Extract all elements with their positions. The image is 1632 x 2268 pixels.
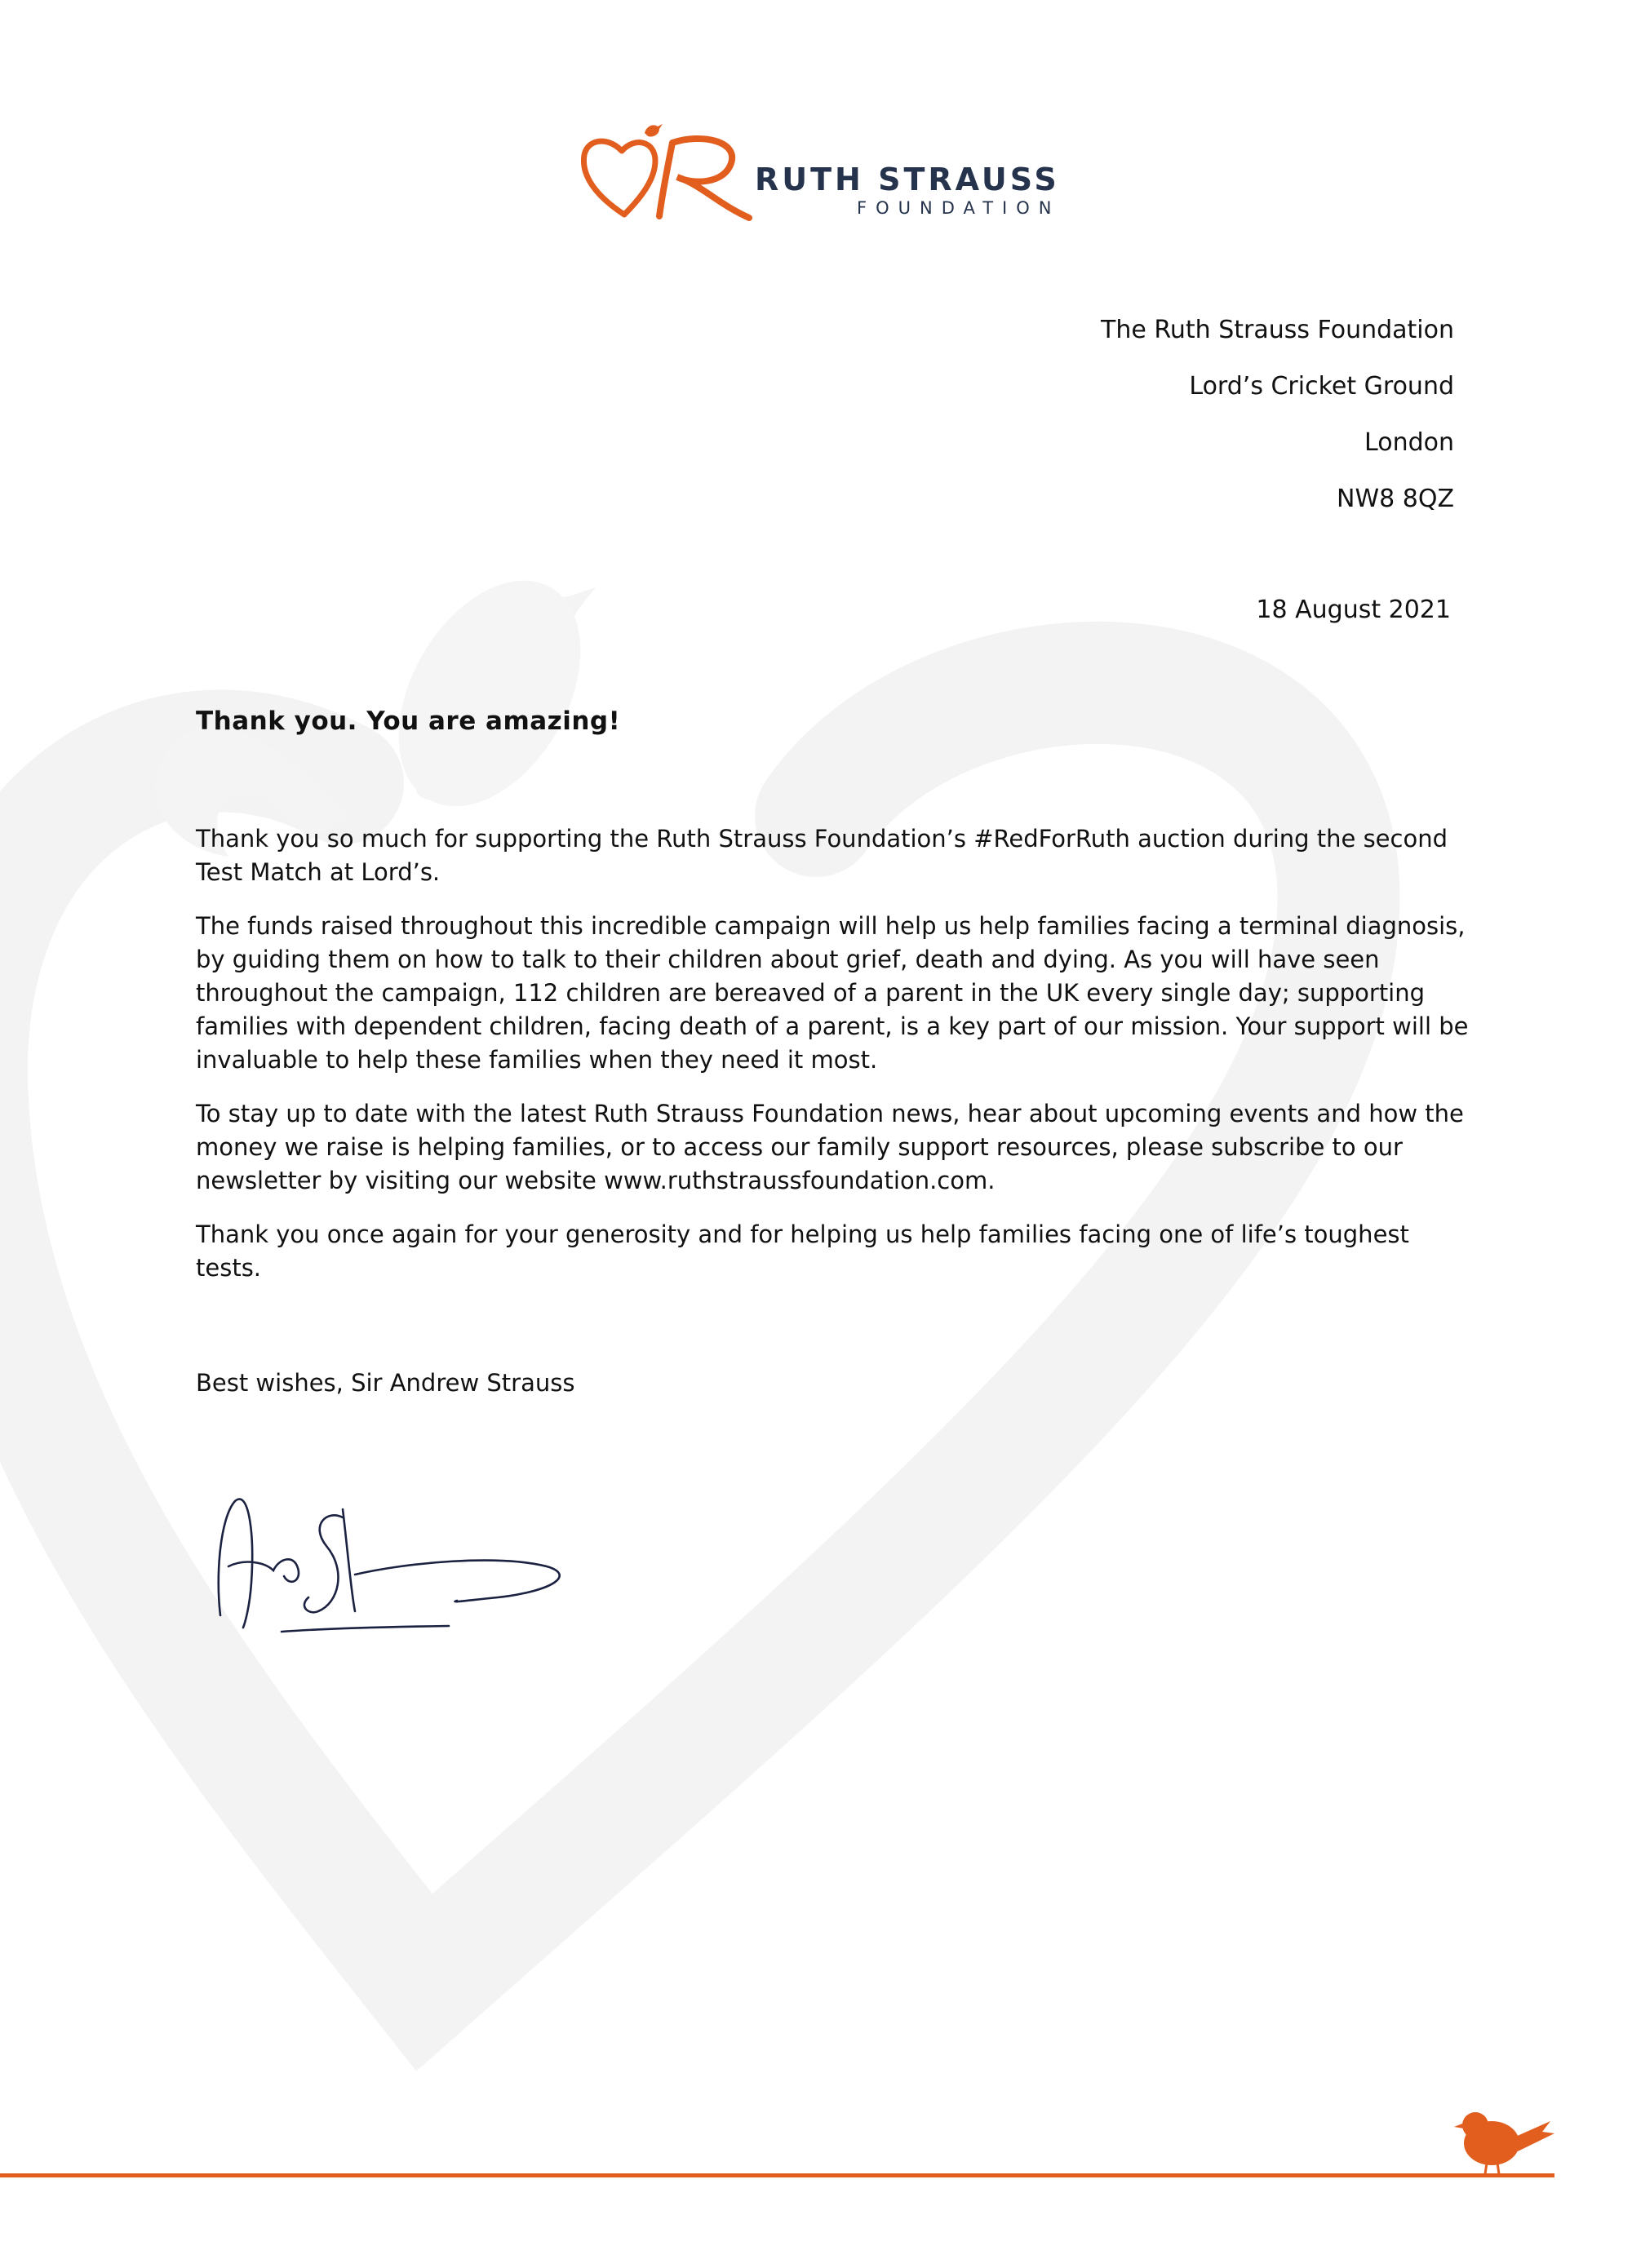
footer-divider [0, 2173, 1554, 2177]
signoff: Best wishes, Sir Andrew Strauss [196, 1369, 575, 1397]
body-paragraph: Thank you once again for your generosity and for helping us help families facing one of life’s toughest tests. [196, 1220, 1409, 1282]
logo-name: RUTH STRAUSS [755, 162, 1060, 197]
address-line: The Ruth Strauss Foundation [1101, 316, 1454, 344]
address-line: NW8 8QZ [1337, 485, 1454, 513]
body-paragraph: Thank you so much for supporting the Ruth Strauss Foundation’s #RedForRuth auction during the second Test Match at Lord’s. [196, 825, 1448, 886]
heart-robin-icon [571, 118, 759, 233]
address-line: London [1364, 428, 1454, 457]
logo-subtitle: FOUNDATION [857, 198, 1061, 218]
letter-heading: Thank you. You are amazing! [196, 707, 621, 736]
sender-address [1101, 314, 1454, 539]
handwritten-signature [204, 1468, 579, 1656]
letter-date: 18 August 2021 [1256, 596, 1451, 624]
address-line: Lord’s Cricket Ground [1189, 372, 1454, 401]
body-paragraph: To stay up to date with the latest Ruth Strauss Foundation news, hear about upcoming events and how the money we raise is helping families, or to access our family support resources, please subscribe to our newsletter by visiting our website www.ruthstraussfoundation.com. [196, 1100, 1464, 1194]
robin-icon [1452, 2093, 1559, 2182]
letter-body [196, 822, 1469, 1305]
foundation-logo [571, 118, 1077, 233]
body-paragraph: The funds raised throughout this incredible campaign will help us help families facing a terminal diagnosis, by guiding them on how to talk to their children about grief, death and dying. As you will have seen throughout the campaign, 112 children are bereaved of a parent in the UK every single day; supporting families with dependent children, facing death of a parent, is a key part of our mission. Your support will be invaluable to help these families when they need it most. [196, 912, 1469, 1074]
